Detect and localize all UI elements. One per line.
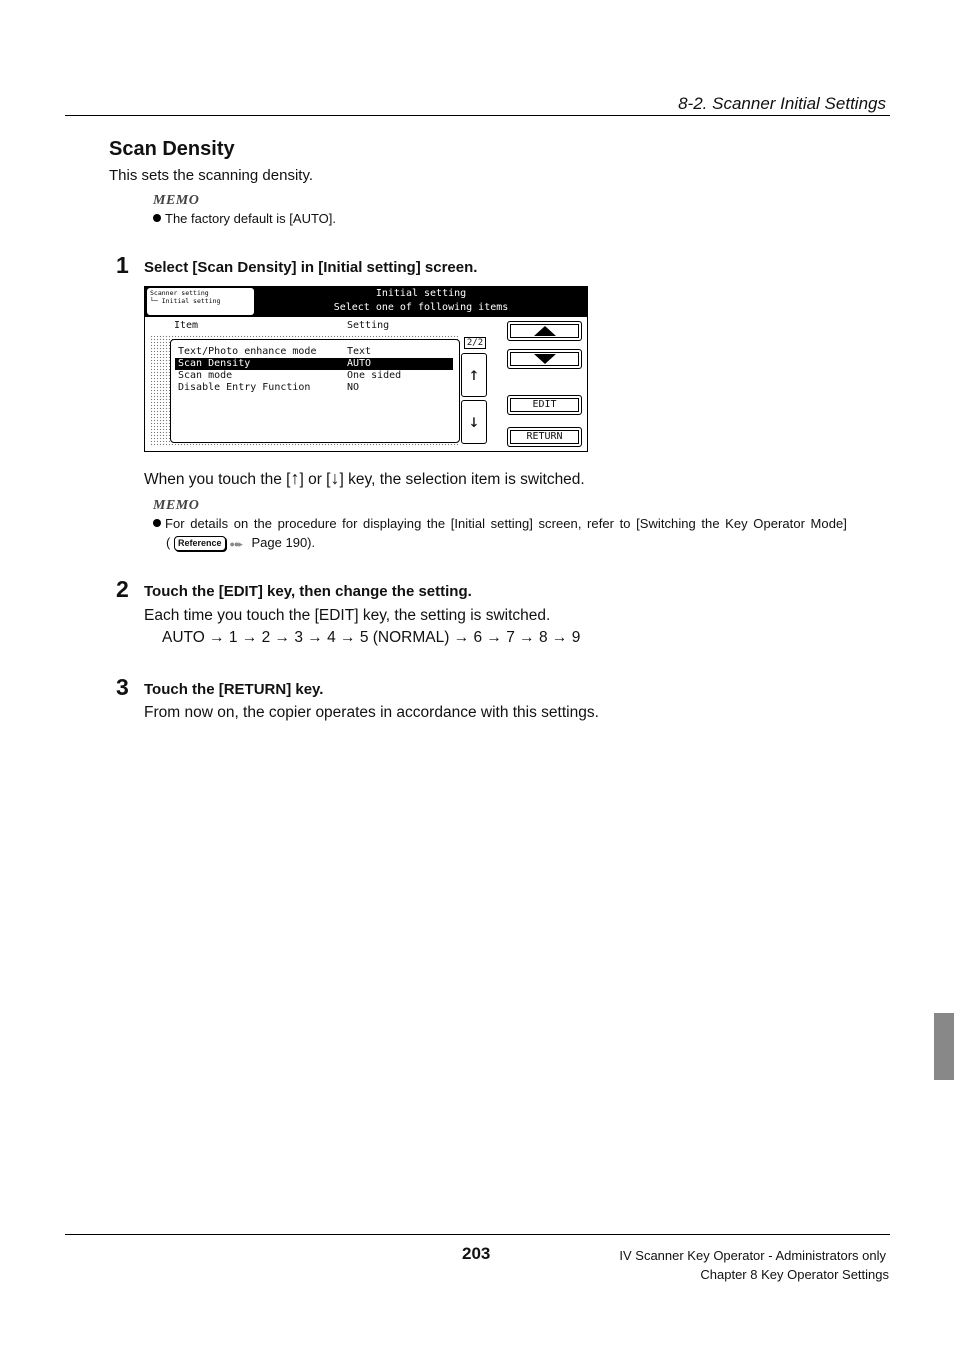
footer-line2: Chapter 8 Key Operator Settings (700, 1267, 889, 1282)
item-name: Disable Entry Function (178, 382, 311, 393)
list-item[interactable] (175, 382, 453, 394)
text-segment: ] key, the selection item is switched. (339, 471, 585, 488)
item-setting: One sided (347, 370, 402, 381)
scroll-down-button[interactable] (461, 400, 487, 444)
memo-text: For details on the procedure for displaying the [Initial setting] screen, refer to [Switching the Key Operator Mode] (165, 516, 847, 531)
step-description: Each time you touch the [EDIT] key, the setting is switched. (144, 607, 551, 624)
setting-sequence: AUTO → 1 → 2 → 3 → 4 → 5 (NORMAL) → 6 → 7 → 8 → 9 (162, 629, 581, 646)
section-title: Scan Density (109, 138, 235, 160)
column-header-item: Item (174, 320, 199, 331)
step1-description (144, 468, 585, 489)
header-rule (65, 115, 890, 116)
reference-arrow-icon: ●●▸ (229, 539, 242, 549)
item-setting: Text (347, 346, 372, 357)
memo-label: MEMO (153, 498, 200, 513)
list-item[interactable] (175, 370, 453, 382)
item-name: Text/Photo enhance mode (178, 346, 317, 357)
breadcrumb-current: └─ Initial setting (150, 297, 221, 305)
footer-line1: IV Scanner Key Operator - Administrators only (619, 1248, 886, 1263)
step-title: Select [Scan Density] in [Initial setting] screen. (144, 259, 478, 276)
page-indicator: 2/2 (464, 337, 486, 349)
step-number: 1 (116, 252, 129, 278)
screen-header (145, 287, 587, 317)
breadcrumb-parent: Scanner setting (150, 289, 209, 297)
list-frame (150, 335, 458, 447)
settings-list (170, 339, 460, 443)
up-arrow-icon: ↑ (290, 468, 300, 488)
arrow-up-icon: ↑ (468, 364, 480, 385)
memo-bullet (153, 516, 889, 531)
text-segment: When you touch the [ (144, 471, 291, 488)
triangle-down-icon (534, 354, 556, 364)
step-number: 2 (116, 576, 129, 602)
item-name: Scan mode (178, 370, 233, 381)
screen-title: Initial setting (375, 288, 467, 299)
section-description: This sets the scanning density. (109, 167, 313, 184)
edit-button[interactable]: EDIT (507, 395, 582, 415)
item-name: Scan Density (178, 358, 251, 369)
initial-setting-screen (144, 286, 588, 452)
bullet-icon (153, 519, 161, 527)
step-title: Touch the [RETURN] key. (144, 681, 324, 698)
page-reference[interactable]: Page 190). (251, 535, 316, 550)
list-item[interactable] (175, 346, 453, 358)
memo-bullet (153, 211, 336, 226)
text-segment: ] or [ (299, 471, 331, 488)
list-item-selected[interactable] (175, 358, 453, 370)
down-arrow-icon: ↓ (330, 468, 340, 488)
open-paren: ( (166, 535, 171, 550)
column-header-setting: Setting (347, 320, 390, 331)
memo-text: The factory default is [AUTO]. (165, 211, 336, 226)
item-setting: NO (347, 382, 360, 393)
bullet-icon (153, 214, 161, 222)
arrow-down-icon: ↓ (468, 411, 480, 432)
memo-label: MEMO (153, 193, 200, 208)
running-header-title: 8-2. Scanner Initial Settings (678, 94, 886, 113)
reference-icon[interactable]: Reference (174, 536, 226, 551)
chapter-tab (934, 1013, 954, 1080)
screen-subtitle: Select one of following items (333, 302, 509, 313)
item-setting: AUTO (347, 358, 372, 369)
page-down-button[interactable] (507, 349, 582, 369)
page-number: 203 (462, 1244, 491, 1263)
page-up-button[interactable] (507, 321, 582, 341)
triangle-up-icon (534, 326, 556, 336)
breadcrumb[interactable] (147, 288, 254, 315)
return-button[interactable]: RETURN (507, 427, 582, 447)
scroll-up-button[interactable] (461, 353, 487, 397)
footer-rule (65, 1234, 890, 1235)
step-title: Touch the [EDIT] key, then change the setting. (144, 583, 472, 600)
step-number: 3 (116, 674, 129, 700)
step-description: From now on, the copier operates in accordance with this settings. (144, 704, 599, 721)
memo-reference-line (166, 535, 315, 551)
